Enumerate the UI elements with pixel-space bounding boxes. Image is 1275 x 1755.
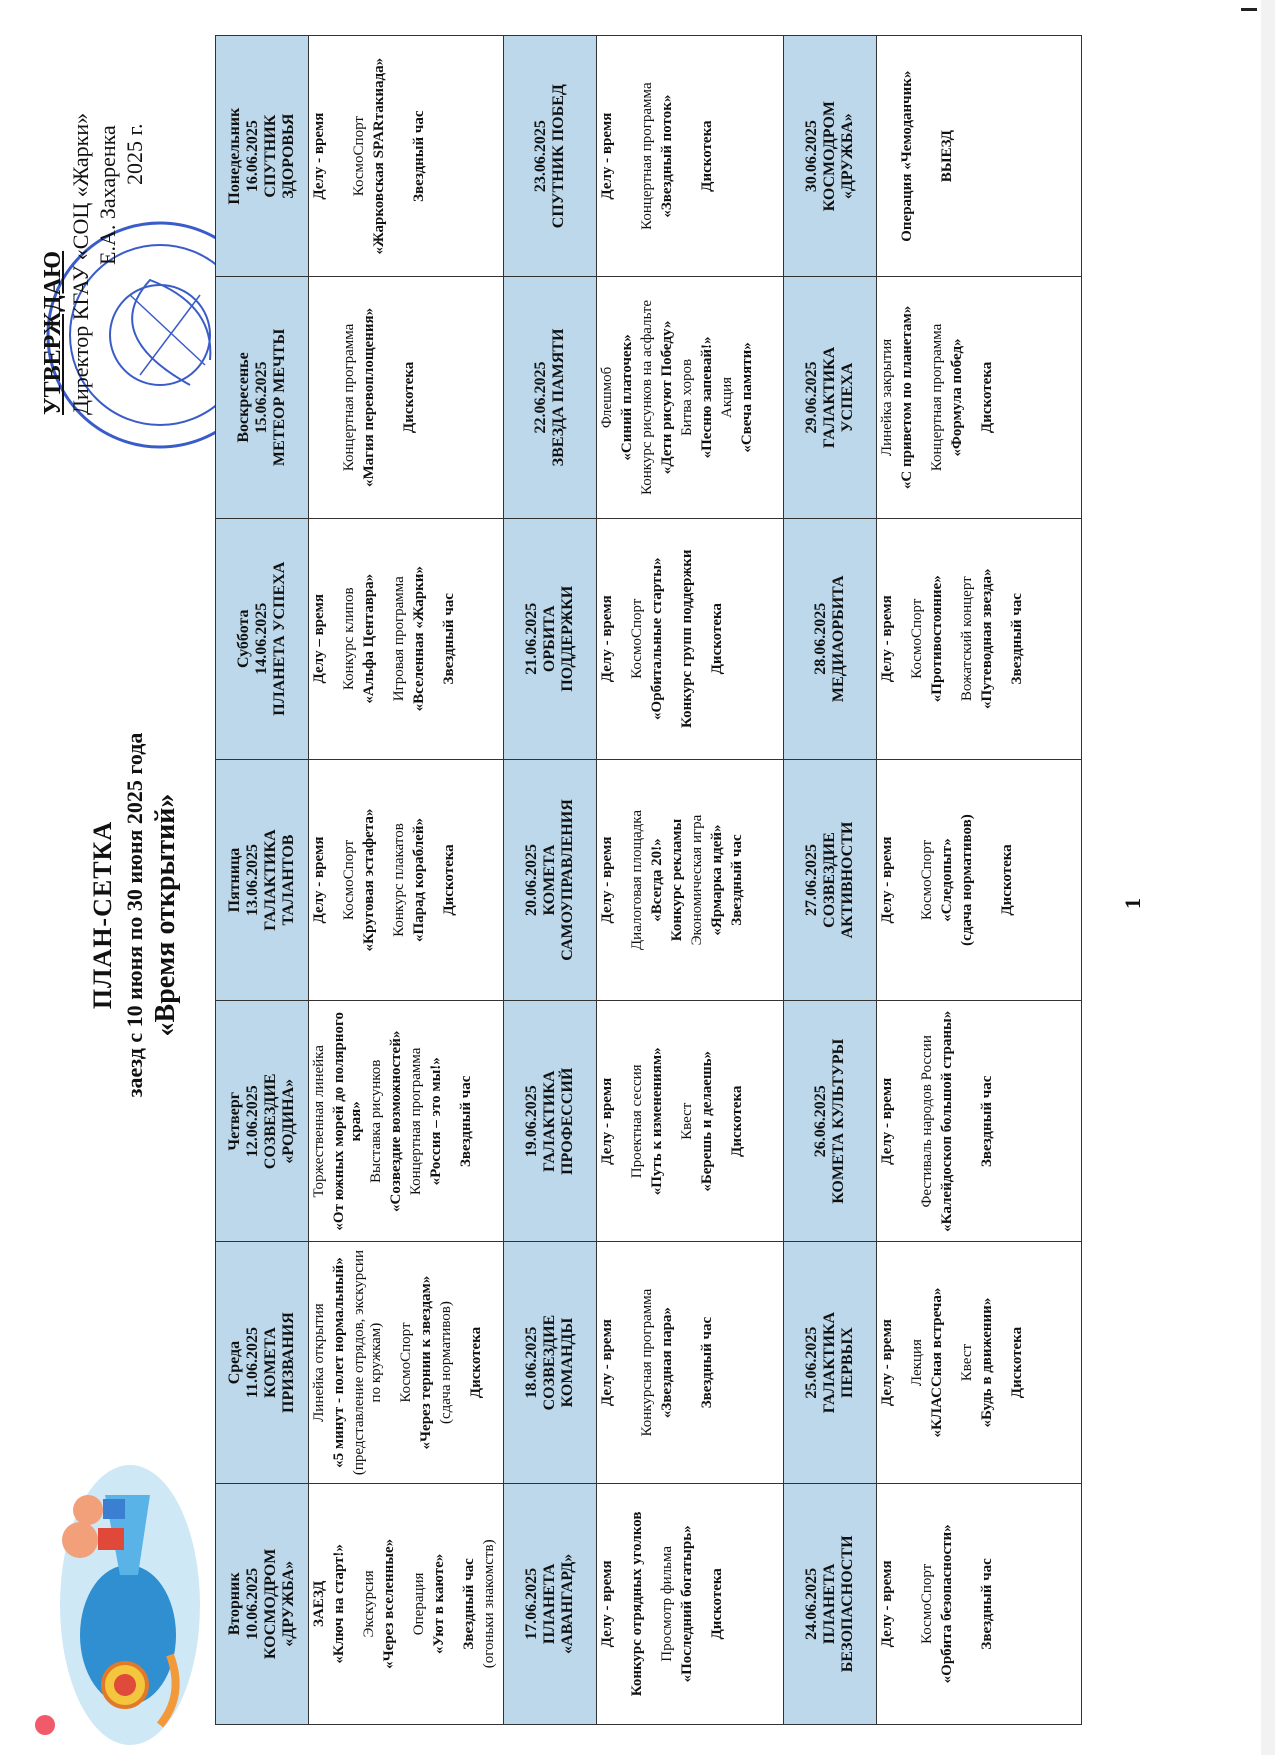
activity-row — [877, 36, 1082, 1725]
spacer — [649, 1488, 659, 1720]
activity-text: (сдача нормативов) — [959, 814, 975, 946]
spacer — [699, 1488, 709, 1720]
activity-text: ЗАЕЗД — [311, 1580, 327, 1627]
activity-text: «Орбитальные старты» — [649, 557, 665, 720]
day-header-line: 25.06.2025 — [803, 1326, 820, 1399]
activity-text: Звездный час — [461, 1558, 477, 1650]
activity-text: КосмоСпорт — [919, 839, 935, 921]
activity-text: Делу - время — [599, 1560, 615, 1648]
spacer — [719, 1005, 729, 1237]
activity-text: (представление отрядов, экскурсии по кружкам) — [351, 1250, 384, 1476]
day-header — [216, 518, 309, 759]
day-header-line: ПРИЗВАНИЯ — [280, 1312, 297, 1413]
activity-text: Конкурс отрядных уголков — [629, 1511, 645, 1697]
activity-text: Торжественная линейка — [311, 1045, 327, 1198]
spacer — [669, 523, 679, 755]
day-header-line: СОЗВЕЗДИЕ — [541, 1314, 558, 1411]
activity-text: «С приветом по планетам» — [899, 305, 915, 490]
spacer — [689, 40, 699, 272]
day-activities — [309, 759, 504, 1000]
spacer — [989, 764, 999, 996]
day-header — [216, 277, 309, 518]
activity-text: Конкурс рисунков на асфальте — [639, 299, 655, 495]
activity-text: «Круговая эстафета» — [361, 808, 377, 952]
approval-title: УТВЕРЖДАЮ — [40, 250, 66, 415]
activity-text: «Звездная пара» — [659, 1307, 675, 1419]
activity-text: Дискотека — [729, 1085, 745, 1157]
day-activities — [877, 1242, 1082, 1483]
activity-text: Просмотр фильма — [659, 1545, 675, 1662]
spacer — [899, 523, 909, 755]
day-header — [216, 1242, 309, 1483]
spacer — [331, 40, 341, 272]
day-header-line: СПУТНИК ПОБЕД — [550, 84, 567, 229]
activity-text: «Вселенная «Жарки» — [411, 566, 427, 712]
approval-director: Директор КГАУ «СОЦ «Жарки» — [68, 112, 93, 415]
activity-text: Дискотека — [441, 844, 457, 916]
day-header — [216, 759, 309, 1000]
activity-text: «Путеводная звезда» — [979, 568, 995, 709]
spacer — [909, 1488, 919, 1720]
header-row — [216, 36, 309, 1725]
plan-dates: заезд с 10 июня по 30 июня 2025 года — [122, 732, 147, 1098]
day-header-line: КОСМОДРОМ — [821, 100, 838, 212]
spacer — [689, 1246, 699, 1478]
day-header-line: Вторник — [226, 1572, 243, 1636]
activity-text: Делу - время — [879, 836, 895, 924]
activity-text: Битва хоров — [679, 358, 695, 436]
spacer — [909, 1005, 919, 1237]
activity-text: Делу - время — [599, 595, 615, 683]
activity-text: Дискотека — [1009, 1326, 1025, 1399]
day-header-line: КОМЕТА КУЛЬТУРЫ — [830, 1038, 847, 1204]
day-activities — [597, 759, 784, 1000]
spacer — [311, 281, 321, 513]
day-header-line: ГАЛАКТИКА — [821, 346, 838, 449]
day-header-line: ПЕРВЫХ — [839, 1327, 856, 1398]
day-header-line: КОМАНДЫ — [559, 1317, 576, 1408]
activity-text: ВЫЕЗД — [939, 130, 955, 183]
spacer — [619, 764, 629, 996]
spacer — [431, 764, 441, 996]
day-header — [784, 518, 877, 759]
activity-text: Делу - время — [879, 1560, 895, 1648]
day-header-line: КОСМОДРОМ — [262, 1548, 279, 1660]
activity-text: Дискотека — [709, 1568, 725, 1640]
spacer — [351, 1488, 361, 1720]
spacer — [448, 1005, 458, 1237]
spacer — [679, 1246, 689, 1478]
activity-text: «Ярмарка идей» — [709, 824, 725, 936]
activity-text: КосмоСпорт — [351, 116, 367, 197]
spacer — [999, 523, 1009, 755]
activity-text: Конкурс рекламы — [669, 818, 685, 942]
schedule-grid — [215, 35, 1082, 1725]
spacer — [619, 40, 629, 272]
approval-signature-name: Е.А. Захаренка — [95, 125, 120, 265]
activity-text: Делу – время — [311, 593, 327, 684]
spacer — [879, 40, 889, 272]
activity-text: «Калейдоскоп большой страны» — [939, 1010, 955, 1232]
day-header — [504, 277, 597, 518]
day-header-line: 24.06.2025 — [803, 1567, 820, 1640]
spacer — [909, 764, 919, 996]
spacer — [431, 523, 441, 755]
activity-text: Дискотека — [468, 1326, 484, 1399]
spacer — [999, 1246, 1009, 1478]
activity-text: Линейка закрытия — [879, 338, 895, 457]
activity-text: «КЛАССная встреча» — [929, 1287, 945, 1438]
day-header-line: УСПЕХА — [839, 362, 856, 433]
day-activities — [309, 1001, 504, 1242]
day-activities — [877, 518, 1082, 759]
activity-text: Выставка рисунков — [368, 1059, 384, 1183]
title-block — [88, 635, 182, 1195]
activity-text: Операция «Чемоданчик» — [899, 70, 915, 242]
spacer — [959, 1488, 969, 1720]
day-header-line: САМОУПРАВЛЕНИЯ — [559, 799, 576, 961]
activity-text: Конкурсная программа — [639, 1288, 655, 1437]
activity-text: «Формула побед» — [949, 338, 965, 457]
day-header — [216, 1483, 309, 1724]
activity-text: Делу - время — [599, 112, 615, 200]
day-header-line: ПРОФЕССИЙ — [559, 1067, 576, 1175]
day-header-line: 17.06.2025 — [523, 1567, 540, 1640]
day-header-line: 14.06.2025 — [253, 602, 270, 675]
day-header — [504, 518, 597, 759]
day-header-line: Среда — [226, 1340, 243, 1385]
day-activities — [877, 759, 1082, 1000]
spacer — [629, 1246, 639, 1478]
day-header-line: 23.06.2025 — [532, 120, 549, 193]
activity-text: Дискотека — [401, 361, 417, 434]
day-header — [504, 36, 597, 277]
spacer — [331, 523, 341, 755]
activity-text: Экономическая игра — [689, 814, 705, 946]
activity-text: «Уют в каюте» — [431, 1553, 447, 1654]
activity-text: (сдача нормативов) — [438, 1301, 454, 1425]
day-header-line: ГАЛАКТИКА — [262, 829, 279, 931]
day-header-line: КОМЕТА — [262, 1327, 279, 1399]
day-activities — [597, 1001, 784, 1242]
activity-row — [597, 36, 784, 1725]
spacer — [391, 281, 401, 513]
day-activities — [309, 518, 504, 759]
header-row — [784, 36, 877, 1725]
activity-text: «Последний богатырь» — [679, 1525, 695, 1683]
day-header-line: 13.06.2025 — [244, 844, 261, 917]
activity-text: Конкурс групп поддержки — [679, 549, 695, 728]
day-header-line: ГАЛАКТИКА — [821, 1311, 838, 1414]
day-header — [784, 1001, 877, 1242]
activity-text: Звездный час — [441, 593, 457, 685]
day-header — [784, 759, 877, 1000]
activity-text: «Жарковская SPARтакиада» — [371, 57, 387, 255]
activity-text: Звездный час — [1009, 593, 1025, 685]
day-header-line: АКТИВНОСТИ — [839, 821, 856, 939]
day-activities — [309, 36, 504, 277]
day-header-line: 18.06.2025 — [523, 1326, 540, 1399]
day-header-line: 15.06.2025 — [253, 361, 270, 434]
spacer — [949, 523, 959, 755]
spacer — [401, 40, 411, 272]
spacer — [331, 764, 341, 996]
activity-text: «Созвездие возможностей» — [388, 1030, 404, 1212]
approval-block — [40, 15, 148, 415]
activity-text: Экскурсия — [361, 1570, 377, 1638]
spacer — [619, 523, 629, 755]
day-header-line: 16.06.2025 — [244, 120, 261, 193]
day-header-line: СОЗВЕЗДИЕ — [821, 832, 838, 928]
activity-text: Концертная программа — [639, 82, 655, 230]
activity-text: Линейка открытия — [311, 1303, 327, 1422]
activity-text: Дискотека — [979, 361, 995, 434]
day-header — [784, 277, 877, 518]
activity-text: Звездный час — [458, 1075, 474, 1167]
activity-text: Концертная программа — [408, 1047, 424, 1196]
day-header — [784, 1483, 877, 1724]
day-header-line: 19.06.2025 — [523, 1085, 540, 1158]
activity-text: Проектная сессия — [629, 1064, 645, 1179]
activity-text: КосмоСпорт — [629, 598, 645, 679]
day-header — [784, 1242, 877, 1483]
plan-theme: «Время открытий» — [150, 793, 181, 1037]
activity-text: Делу - время — [599, 1319, 615, 1407]
spacer — [919, 281, 929, 513]
activity-text: Концертная программа — [929, 323, 945, 472]
day-header-line: Суббота — [235, 609, 252, 669]
day-header-line: 22.06.2025 — [532, 361, 549, 434]
day-activities — [309, 277, 504, 518]
activity-text: Делу - время — [599, 836, 615, 924]
activity-text: «Будь в движении» — [979, 1297, 995, 1428]
day-header-line: ПЛАНЕТА — [821, 1563, 838, 1645]
day-header-line: КОМЕТА — [541, 844, 558, 916]
activity-text: Дискотека — [699, 120, 715, 192]
page-number: 1 — [1120, 898, 1145, 909]
day-header-line: МЕДИАОРБИТА — [830, 575, 847, 703]
day-header-line: ОРБИТА — [541, 605, 558, 673]
spacer — [331, 281, 341, 513]
activity-text: «Путь к изменениям» — [649, 1047, 665, 1196]
day-header-line: 10.06.2025 — [244, 1567, 261, 1640]
spacer — [451, 1488, 461, 1720]
day-header-line: ГАЛАКТИКА — [541, 1070, 558, 1172]
day-header-line: 29.06.2025 — [803, 361, 820, 434]
activity-text: «Парад кораблей» — [411, 818, 427, 943]
activity-text: «Ключ на старт!» — [331, 1544, 347, 1664]
header-row — [504, 36, 597, 1725]
activity-text: «Берешь и делаешь» — [699, 1050, 715, 1192]
activity-text: «Свеча памяти» — [739, 342, 755, 453]
spacer — [391, 40, 401, 272]
plan-title: ПЛАН-СЕТКА — [88, 820, 117, 1010]
day-header-line: ЗДОРОВЬЯ — [280, 113, 297, 199]
day-activities — [597, 36, 784, 277]
day-header-line: 30.06.2025 — [803, 120, 820, 193]
day-header-line: «АВАНГАРД» — [559, 1553, 576, 1654]
activity-text: Делу - время — [879, 595, 895, 683]
day-header-line: 11.06.2025 — [244, 1327, 261, 1399]
activity-text: КосмоСпорт — [341, 839, 357, 921]
activity-text: Квест — [679, 1102, 695, 1140]
day-header — [216, 1001, 309, 1242]
activity-text: Делу - время — [311, 836, 327, 924]
activity-text: Звездный час — [729, 834, 745, 926]
activity-text: КосмоСпорт — [398, 1322, 414, 1403]
spacer — [619, 1246, 629, 1478]
activity-text: Акция — [719, 376, 735, 418]
spacer — [619, 1488, 629, 1720]
day-activities — [877, 277, 1082, 518]
activity-text: Операция — [411, 1572, 427, 1636]
activity-text: КосмоСпорт — [909, 598, 925, 679]
day-activities — [877, 36, 1082, 277]
day-activities — [309, 1483, 504, 1724]
day-header-line: ПЛАНЕТА УСПЕХА — [271, 561, 288, 716]
spacer — [401, 1488, 411, 1720]
spacer — [388, 1246, 398, 1478]
activity-text: «5 минут - полет нормальный» — [331, 1257, 347, 1468]
spacer — [629, 40, 639, 272]
rocket-illustration — [10, 1455, 220, 1755]
activity-text: Делу - время — [879, 1319, 895, 1407]
day-header-line: Пятница — [226, 847, 243, 913]
activity-text: «Через вселенные» — [381, 1538, 397, 1669]
spacer — [949, 1246, 959, 1478]
spacer — [381, 281, 391, 513]
spacer — [899, 764, 909, 996]
day-header-line: МЕТЕОР МЕЧТЫ — [271, 328, 288, 467]
activity-text: (огоньки знакомств) — [481, 1539, 497, 1669]
activity-text: «Дети рисуют Победу» — [659, 320, 675, 475]
day-header — [504, 1242, 597, 1483]
day-header — [504, 759, 597, 1000]
spacer — [679, 40, 689, 272]
activity-text: Дискотека — [709, 603, 725, 675]
day-header-line: ТАЛАНТОВ — [280, 834, 297, 926]
spacer — [341, 40, 351, 272]
spacer — [919, 40, 929, 272]
activity-text: «Всегда 20!» — [649, 838, 665, 922]
activity-text: Делу - время — [879, 1077, 895, 1165]
activity-text: «Альфа Центавра» — [361, 573, 377, 704]
day-header-line: БЕЗОПАСНОСТИ — [839, 1535, 856, 1673]
spacer — [899, 1005, 909, 1237]
spacer — [959, 1005, 969, 1237]
day-header-line: 28.06.2025 — [812, 602, 829, 675]
activity-text: Делу - время — [311, 112, 327, 200]
activity-text: Лекция — [909, 1339, 925, 1387]
activity-text: Флешмоб — [599, 366, 615, 429]
day-activities — [597, 1483, 784, 1724]
day-header-line: СОЗВЕЗДИЕ — [262, 1073, 279, 1170]
day-header-line: «ДРУЖБА» — [280, 1560, 297, 1647]
activity-text: «Магия перевоплощения» — [361, 307, 377, 487]
day-header-line: Воскресенье — [235, 352, 252, 443]
day-header-line: 26.06.2025 — [812, 1085, 829, 1158]
day-header-line: СПУТНИК — [262, 114, 279, 198]
activity-text: Игровая программа — [391, 576, 407, 702]
activity-text: Звездный час — [979, 1558, 995, 1650]
activity-text: «Звездный поток» — [659, 94, 675, 218]
spacer — [979, 764, 989, 996]
activity-text: Фестиваль народов России — [919, 1035, 935, 1208]
day-header-line: 20.06.2025 — [523, 844, 540, 917]
activity-text: «Следопыт» — [939, 838, 955, 922]
day-header — [784, 36, 877, 277]
activity-text: «Противостояние» — [929, 575, 945, 703]
day-header — [504, 1483, 597, 1724]
activity-text: «Орбита безопасности» — [939, 1524, 955, 1684]
day-activities — [877, 1483, 1082, 1724]
approval-year: 2025 г. — [122, 123, 147, 185]
spacer — [889, 40, 899, 272]
activity-text: «Через тернии к звездам» — [418, 1275, 434, 1450]
activity-text: Вожатский концерт — [959, 576, 975, 702]
spacer — [969, 1005, 979, 1237]
activity-row — [309, 36, 504, 1725]
spacer — [969, 281, 979, 513]
activity-text: Конкурс клипов — [341, 587, 357, 691]
day-activities — [597, 277, 784, 518]
activity-text: «Россия – это мы!» — [428, 1057, 444, 1186]
day-header-line: Понедельник — [226, 107, 243, 205]
activity-text: Звездный час — [979, 1075, 995, 1167]
day-header-line: 21.06.2025 — [523, 602, 540, 675]
activity-text: Конкурс плакатов — [391, 823, 407, 937]
day-header — [504, 1001, 597, 1242]
spacer — [321, 281, 331, 513]
day-header-line: «ДРУЖБА» — [839, 113, 856, 200]
spacer — [699, 523, 709, 755]
activity-text: Звездный час — [411, 110, 427, 202]
day-activities — [877, 1001, 1082, 1242]
day-header-line: ПЛАНЕТА — [541, 1563, 558, 1645]
day-header-line: ПОДДЕРЖКИ — [559, 585, 576, 692]
spacer — [619, 1005, 629, 1237]
activity-text: «От южных морей до полярного края» — [331, 1012, 364, 1231]
activity-text: Дискотека — [999, 844, 1015, 916]
spacer — [929, 40, 939, 272]
spacer — [381, 764, 391, 996]
activity-text: КосмоСпорт — [919, 1563, 935, 1644]
spacer — [669, 1005, 679, 1237]
day-activities — [597, 518, 784, 759]
activity-text: Звездный час — [699, 1316, 715, 1409]
spacer — [458, 1246, 468, 1478]
activity-text: «Песню запевай!» — [699, 336, 715, 459]
day-activities — [597, 1242, 784, 1483]
day-header — [216, 36, 309, 277]
day-header-line: ЗВЕЗДА ПАМЯТИ — [550, 328, 567, 467]
day-header-line: 12.06.2025 — [244, 1085, 261, 1158]
activity-text: «Синий платочек» — [619, 334, 635, 461]
activity-text: Квест — [959, 1343, 975, 1382]
spacer — [899, 1246, 909, 1478]
spacer — [381, 523, 391, 755]
spacer — [899, 1488, 909, 1720]
day-header-line: «РОДИНА» — [280, 1078, 297, 1164]
activity-text: Диалоговая площадка — [629, 809, 645, 951]
activity-text: Делу - время — [599, 1077, 615, 1165]
spacer — [969, 1488, 979, 1720]
day-header-line: Четверг — [226, 1092, 243, 1151]
activity-text: Концертная программа — [341, 323, 357, 472]
day-activities — [309, 1242, 504, 1483]
day-header-line: 27.06.2025 — [803, 844, 820, 917]
